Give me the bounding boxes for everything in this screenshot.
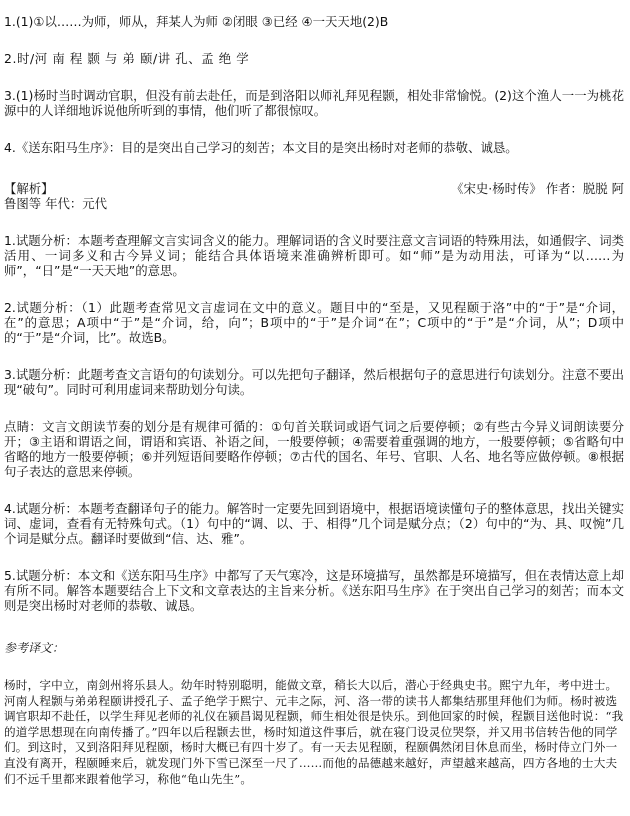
analysis-header	[4, 181, 624, 196]
answer-4: 4.《送东阳马生序》：目的是突出自己学习的刻苦；本文目的是突出杨时对老师的恭敬、诚恳。	[4, 140, 518, 155]
analysis-question-4: 4.试题分析：本题考查翻译句子的能力。解答时一定要先回到语境中，根据语境读懂句子的整体意思，找出关键实词、虚词，查看有无特殊句式。（1）句中的“调、以、于、相得”几个词是赋分点；（2）句中的“为、具、叹惋”几个词是赋分点。翻译时要做到“信、达、雅”。	[4, 501, 624, 546]
analysis-tip: 点睛：文言文朗读节奏的划分是有规律可循的：①句首关联词或语气词之后要停顿；②有些古今异义词朗读要分开；③主语和谓语之间，谓语和宾语、补语之间，一般要停顿；④需要着重强调的地方，一般要停顿；⑤省略句中省略的地方一般要停顿；⑥并列短语间要略作停顿；⑦古代的国名、年号、官职、人名、地名等应做停顿。⑧根据句子表达的意思来停顿。	[4, 419, 624, 479]
analysis-source-cont: 鲁图等 年代：元代	[4, 196, 108, 211]
answer-2: 2.时/河 南 程 颢 与 弟 颐/讲 孔、孟 绝 学	[4, 51, 250, 66]
analysis-question-1: 1.试题分析：本题考查理解文言实词含义的能力。理解词语的含义时要注意文言词语的特殊用法，如通假字、词类活用、一词多义和古今异义词；能结合具体语境来准确辨析即可。如“师”是为动用法，可译为“以……为师”，“日”是“一天天地”的意思。	[4, 233, 624, 278]
analysis-source: 《宋史·杨时传》 作者：脱脱 阿	[451, 181, 624, 196]
reference-translation: 杨时，字中立，南剑州将乐县人。幼年时特别聪明，能做文章，稍长大以后，潜心于经典史书。熙宁九年，考中进士。河南人程颢与弟弟程颐讲授孔子、孟子绝学于熙宁、元丰之际，河、洛一带的读书人都集结那里拜他们为师。杨时被选调官职却不赴任，以学生拜见老师的礼仪在颍昌谒见程颢，师生相处很是快乐。到他回家的时候，程颢目送他时说：“我的道学思想现在向南传播了。”四年以后程颢去世，杨时知道这件事后，就在寝门设灵位哭祭，并又用书信转告他的同学们。到这时，又到洛阳拜见程颐，杨时大概已有四十岁了。有一天去见程颐，程颐偶然闭目休息而坐，杨时侍立门外一直没有离开，程颐睡来后，就发现门外下雪已深至一尺了……而他的品德越来越好，声望越来越高，四方各地的士大夫们不远千里都来跟着他学习，称他“龟山先生”。	[4, 678, 624, 786]
analysis-question-3: 3.试题分析：此题考查文言语句的句读划分。可以先把句子翻译，然后根据句子的意思进行句读划分。注意不要出现“破句”。同时可利用虚词来帮助划分句读。	[4, 367, 624, 397]
analysis-label: 【解析】	[4, 181, 54, 196]
reference-label: 参考译文：	[4, 641, 65, 655]
analysis-question-2: 2.试题分析：（1）此题考查常见文言虚词在文中的意义。题目中的“至是，又见程颐于洛”中的“于”是“介词，在”的意思；A项中“于”是“介词，给，向”；B项中的“于”是介词“在”；C项中的“于”是“介词，从”；D项中的“于”是“介词，比”。故选B。	[4, 300, 624, 345]
answer-3: 3.(1)杨时当时调动官职，但没有前去赴任，而是到洛阳以师礼拜见程颢，相处非常愉悦。(2)这个渔人一一为桃花源中的人详细地诉说他所听到的事情，他们听了都很惊叹。	[4, 88, 624, 118]
answer-1: 1.(1)①以……为师，师从，拜某人为师 ②闭眼 ③已经 ④一天天地(2)B	[4, 14, 389, 29]
analysis-question-5: 5.试题分析：本文和《送东阳马生序》中都写了天气寒冷，这是环境描写，虽然都是环境描写，但在表情达意上却有所不同。解答本题要结合上下文和文章表达的主旨来分析。《送东阳马生序》在于突出自己学习的刻苦；而本文则是突出杨时对老师的恭敬、诚恳。	[4, 568, 624, 613]
